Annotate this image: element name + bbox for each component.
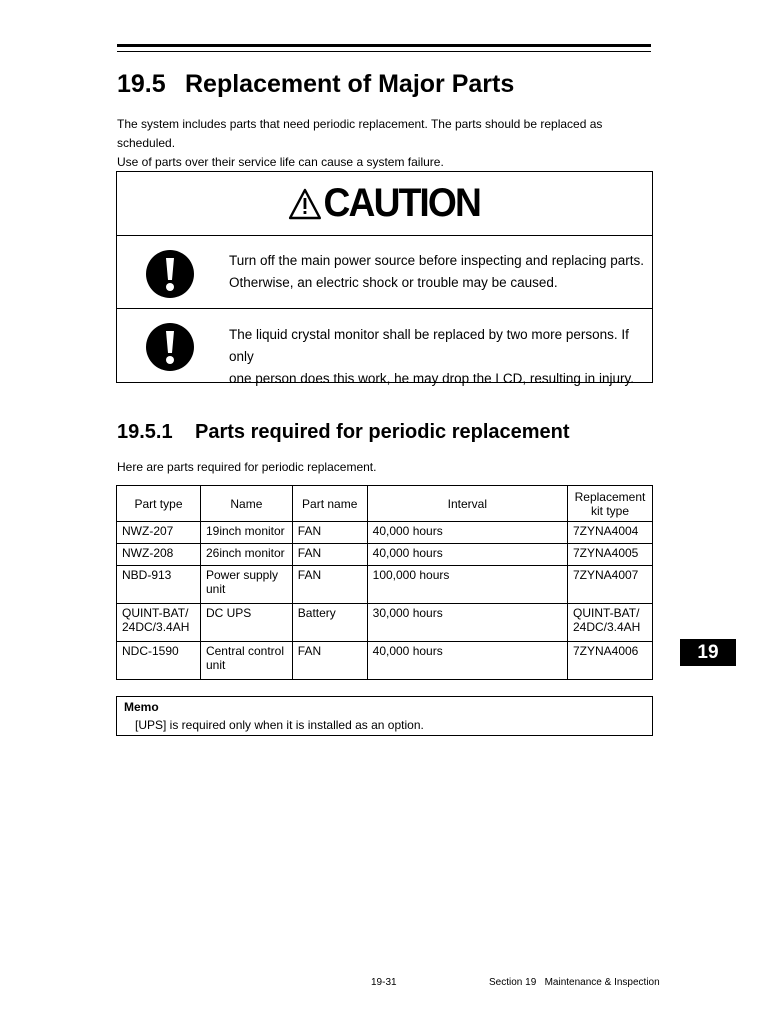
table-row	[117, 642, 653, 680]
table-header-row	[117, 486, 653, 522]
table-cell: 19inch monitor	[200, 522, 292, 544]
parts-table	[116, 485, 653, 680]
header-rule-thin	[117, 51, 651, 52]
caution-header	[117, 172, 652, 236]
table-cell: DC UPS	[200, 604, 292, 642]
column-header: Part name	[292, 486, 367, 522]
caution-box	[116, 171, 653, 386]
table-cell: 30,000 hours	[367, 604, 567, 642]
table-row	[117, 522, 653, 544]
caution-line-1: Turn off the main power source before inspecting and replacing parts.	[229, 253, 644, 268]
column-header: Interval	[367, 486, 567, 522]
table-cell: 7ZYNA4004	[567, 522, 652, 544]
table-row	[117, 604, 653, 642]
column-header: Part type	[117, 486, 201, 522]
memo-box	[116, 696, 653, 736]
caution-line-2: one person does this work, he may drop the LCD, resulting in injury.	[229, 371, 634, 386]
footer-section: Section 19 Maintenance & Inspection	[489, 977, 660, 988]
table-cell: NWZ-207	[117, 522, 201, 544]
intro-paragraph	[117, 115, 662, 172]
table-cell: 40,000 hours	[367, 544, 567, 566]
caution-message	[229, 324, 649, 390]
caution-line-2: Otherwise, an electric shock or trouble may be caused.	[229, 275, 558, 290]
table-row	[117, 566, 653, 604]
memo-title: Memo	[124, 700, 159, 714]
table-cell: NDC-1590	[117, 642, 201, 680]
table-cell: QUINT-BAT/ 24DC/3.4AH	[117, 604, 201, 642]
lead-text: Here are parts required for periodic replacement.	[117, 460, 377, 474]
table-cell: Power supply unit	[200, 566, 292, 604]
table-cell: 26inch monitor	[200, 544, 292, 566]
section-title: Replacement of Major Parts	[185, 70, 515, 98]
memo-text: [UPS] is required only when it is installed as an option.	[135, 718, 424, 732]
table-cell: 40,000 hours	[367, 522, 567, 544]
table-cell: 100,000 hours	[367, 566, 567, 604]
table-cell: FAN	[292, 642, 367, 680]
subsection-number: 19.5.1	[117, 421, 173, 443]
table-cell: FAN	[292, 566, 367, 604]
table-cell: FAN	[292, 522, 367, 544]
caution-line-1: The liquid crystal monitor shall be replaced by two more persons. If only	[229, 327, 629, 364]
section-tab: 19	[680, 639, 736, 666]
warning-triangle-icon	[289, 188, 322, 220]
table-cell: FAN	[292, 544, 367, 566]
header-rule-thick	[117, 44, 651, 47]
table-cell: NBD-913	[117, 566, 201, 604]
caution-item	[117, 236, 652, 309]
table-cell: 7ZYNA4006	[567, 642, 652, 680]
caution-message	[229, 250, 649, 294]
table-cell: QUINT-BAT/ 24DC/3.4AH	[567, 604, 652, 642]
intro-line-1: The system includes parts that need periodic replacement. The parts should be replaced as scheduled.	[117, 117, 603, 150]
caution-word: CAUTION	[323, 181, 481, 225]
table-row	[117, 544, 653, 566]
subsection-title: Parts required for periodic replacement	[195, 421, 570, 443]
mandatory-action-icon	[145, 249, 195, 299]
table-cell: 40,000 hours	[367, 642, 567, 680]
section-number: 19.5	[117, 70, 166, 98]
table-cell: Central control unit	[200, 642, 292, 680]
column-header: Name	[200, 486, 292, 522]
section-heading	[117, 70, 514, 99]
table-cell: NWZ-208	[117, 544, 201, 566]
mandatory-action-icon	[145, 322, 195, 372]
column-header: Replacement kit type	[567, 486, 652, 522]
page-number: 19-31	[371, 977, 397, 988]
subsection-heading	[117, 421, 570, 444]
caution-title	[289, 181, 481, 226]
caution-item	[117, 309, 652, 386]
table-cell: 7ZYNA4007	[567, 566, 652, 604]
intro-line-2: Use of parts over their service life can cause a system failure.	[117, 155, 444, 169]
table-cell: Battery	[292, 604, 367, 642]
table-cell: 7ZYNA4005	[567, 544, 652, 566]
